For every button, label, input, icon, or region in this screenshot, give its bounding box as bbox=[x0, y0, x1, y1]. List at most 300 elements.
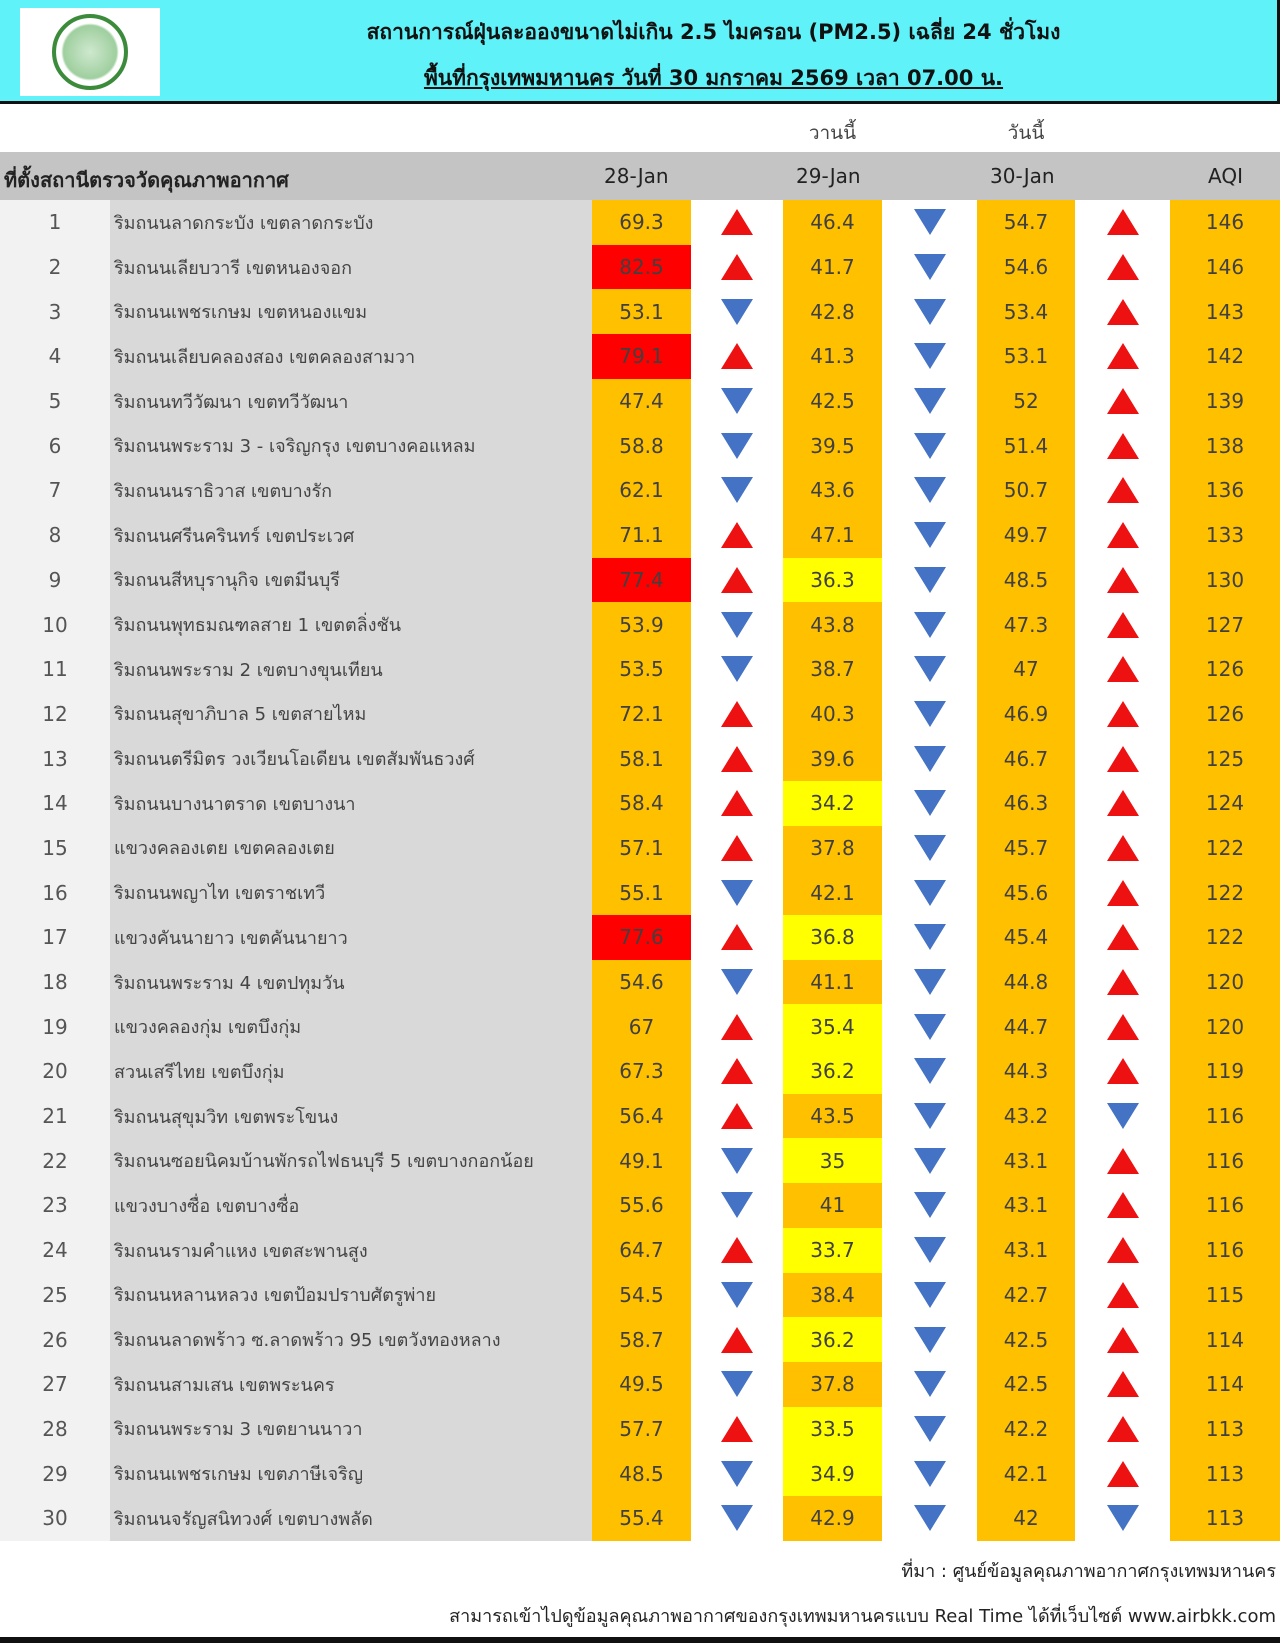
pm25-30jan: 48.5 bbox=[977, 558, 1075, 603]
trend-cell bbox=[882, 1094, 977, 1139]
pm25-28jan: 71.1 bbox=[592, 513, 691, 558]
station-name: ริมถนนสุขาภิบาล 5 เขตสายไหม bbox=[110, 692, 592, 737]
pm25-29jan: 43.6 bbox=[783, 468, 882, 513]
triangle-down-icon bbox=[914, 1103, 946, 1129]
trend-cell bbox=[882, 468, 977, 513]
trend-cell bbox=[691, 379, 783, 424]
table-row bbox=[0, 736, 1280, 781]
trend-cell bbox=[691, 1049, 783, 1094]
station-name: ริมถนนลาดพร้าว ซ.ลาดพร้าว 95 เขตวังทองหลาง bbox=[110, 1317, 592, 1362]
trend-cell bbox=[1075, 1004, 1170, 1049]
station-name: ริมถนนเพชรเกษม เขตหนองแขม bbox=[110, 289, 592, 334]
pm25-29jan: 37.8 bbox=[783, 826, 882, 871]
table-header bbox=[0, 152, 1280, 200]
pm25-30jan: 42 bbox=[977, 1496, 1075, 1541]
trend-cell bbox=[1075, 1138, 1170, 1183]
trend-cell bbox=[882, 1317, 977, 1362]
row-number: 7 bbox=[0, 468, 110, 513]
table-row bbox=[0, 513, 1280, 558]
row-number: 12 bbox=[0, 692, 110, 737]
trend-cell bbox=[691, 781, 783, 826]
pm25-30jan: 42.5 bbox=[977, 1317, 1075, 1362]
trend-cell bbox=[882, 334, 977, 379]
triangle-up-icon bbox=[721, 1014, 753, 1040]
triangle-up-icon bbox=[721, 567, 753, 593]
triangle-down-icon bbox=[914, 1416, 946, 1442]
triangle-down-icon bbox=[914, 522, 946, 548]
pm25-29jan: 46.4 bbox=[783, 200, 882, 245]
aqi-value: 119 bbox=[1170, 1049, 1280, 1094]
date3-header: 30-Jan bbox=[990, 164, 1055, 188]
triangle-down-icon bbox=[914, 746, 946, 772]
triangle-down-icon bbox=[914, 299, 946, 325]
triangle-down-icon bbox=[914, 1461, 946, 1487]
trend-cell bbox=[882, 870, 977, 915]
realtime-note: สามารถเข้าไปดูข้อมูลคุณภาพอากาศของกรุงเทพมหานครแบบ Real Time ได้ที่เว็บไซต์ www.airbkk.com bbox=[449, 1606, 1276, 1627]
triangle-down-icon bbox=[914, 924, 946, 950]
triangle-down-icon bbox=[914, 433, 946, 459]
row-number: 16 bbox=[0, 870, 110, 915]
table-row bbox=[0, 379, 1280, 424]
row-number: 19 bbox=[0, 1004, 110, 1049]
triangle-up-icon bbox=[1107, 924, 1139, 950]
pm25-30jan: 50.7 bbox=[977, 468, 1075, 513]
pm25-28jan: 58.8 bbox=[592, 423, 691, 468]
pm25-28jan: 72.1 bbox=[592, 692, 691, 737]
trend-cell bbox=[1075, 1094, 1170, 1139]
aqi-value: 146 bbox=[1170, 245, 1280, 290]
station-table bbox=[0, 200, 1280, 1541]
triangle-up-icon bbox=[1107, 612, 1139, 638]
triangle-up-icon bbox=[721, 209, 753, 235]
trend-cell bbox=[1075, 736, 1170, 781]
trend-cell bbox=[1075, 468, 1170, 513]
aqi-value: 113 bbox=[1170, 1407, 1280, 1452]
station-name: สวนเสรีไทย เขตบึงกุ่ม bbox=[110, 1049, 592, 1094]
table-row bbox=[0, 423, 1280, 468]
pm25-29jan: 38.4 bbox=[783, 1273, 882, 1318]
trend-cell bbox=[1075, 1183, 1170, 1228]
station-name: ริมถนนหลานหลวง เขตป้อมปราบศัตรูพ่าย bbox=[110, 1273, 592, 1318]
trend-cell bbox=[882, 1451, 977, 1496]
pm25-29jan: 36.8 bbox=[783, 915, 882, 960]
pm25-28jan: 49.5 bbox=[592, 1362, 691, 1407]
triangle-up-icon bbox=[1107, 567, 1139, 593]
station-name: ริมถนนพระราม 4 เขตปทุมวัน bbox=[110, 960, 592, 1005]
station-name: ริมถนนซอยนิคมบ้านพักรถไฟธนบุรี 5 เขตบางกอกน้อย bbox=[110, 1138, 592, 1183]
pm25-28jan: 49.1 bbox=[592, 1138, 691, 1183]
triangle-up-icon bbox=[1107, 656, 1139, 682]
row-number: 4 bbox=[0, 334, 110, 379]
pm25-30jan: 45.7 bbox=[977, 826, 1075, 871]
row-number: 30 bbox=[0, 1496, 110, 1541]
station-name: ริมถนนสุขุมวิท เขตพระโขนง bbox=[110, 1094, 592, 1139]
trend-cell bbox=[1075, 1228, 1170, 1273]
aqi-value: 114 bbox=[1170, 1362, 1280, 1407]
triangle-down-icon bbox=[721, 1461, 753, 1487]
pm25-28jan: 64.7 bbox=[592, 1228, 691, 1273]
row-number: 24 bbox=[0, 1228, 110, 1273]
bma-logo bbox=[20, 8, 160, 96]
today-label: วันนี้ bbox=[1007, 122, 1045, 144]
triangle-down-icon bbox=[914, 1148, 946, 1174]
trend-cell bbox=[882, 1273, 977, 1318]
pm25-29jan: 47.1 bbox=[783, 513, 882, 558]
triangle-down-icon bbox=[721, 388, 753, 414]
row-number: 3 bbox=[0, 289, 110, 334]
table-row bbox=[0, 1094, 1280, 1139]
station-name: ริมถนนบางนาตราด เขตบางนา bbox=[110, 781, 592, 826]
station-header: ที่ตั้งสถานีตรวจวัดคุณภาพอากาศ bbox=[4, 168, 289, 192]
trend-cell bbox=[1075, 1451, 1170, 1496]
station-name: ริมถนนพญาไท เขตราชเทวี bbox=[110, 870, 592, 915]
table-row bbox=[0, 1049, 1280, 1094]
table-row bbox=[0, 289, 1280, 334]
trend-cell bbox=[882, 1362, 977, 1407]
pm25-29jan: 41.1 bbox=[783, 960, 882, 1005]
aqi-value: 116 bbox=[1170, 1094, 1280, 1139]
aqi-value: 125 bbox=[1170, 736, 1280, 781]
pm25-29jan: 40.3 bbox=[783, 692, 882, 737]
triangle-up-icon bbox=[1107, 1192, 1139, 1218]
pm25-30jan: 42.7 bbox=[977, 1273, 1075, 1318]
triangle-down-icon bbox=[914, 1371, 946, 1397]
triangle-down-icon bbox=[721, 1282, 753, 1308]
pm25-30jan: 42.2 bbox=[977, 1407, 1075, 1452]
trend-cell bbox=[691, 513, 783, 558]
row-number: 15 bbox=[0, 826, 110, 871]
triangle-up-icon bbox=[721, 924, 753, 950]
pm25-28jan: 77.6 bbox=[592, 915, 691, 960]
triangle-down-icon bbox=[914, 612, 946, 638]
aqi-value: 122 bbox=[1170, 870, 1280, 915]
triangle-down-icon bbox=[721, 1148, 753, 1174]
station-name: ริมถนนนราธิวาส เขตบางรัก bbox=[110, 468, 592, 513]
table-row bbox=[0, 1138, 1280, 1183]
table-row bbox=[0, 826, 1280, 871]
triangle-up-icon bbox=[1107, 1282, 1139, 1308]
pm25-30jan: 44.3 bbox=[977, 1049, 1075, 1094]
trend-cell bbox=[691, 960, 783, 1005]
triangle-down-icon bbox=[914, 1058, 946, 1084]
pm25-30jan: 54.7 bbox=[977, 200, 1075, 245]
trend-cell bbox=[691, 1451, 783, 1496]
triangle-down-icon bbox=[914, 209, 946, 235]
pm25-29jan: 38.7 bbox=[783, 647, 882, 692]
triangle-down-icon bbox=[914, 1014, 946, 1040]
trend-cell bbox=[691, 692, 783, 737]
pm25-30jan: 42.1 bbox=[977, 1451, 1075, 1496]
aqi-value: 127 bbox=[1170, 602, 1280, 647]
pm25-28jan: 54.6 bbox=[592, 960, 691, 1005]
triangle-up-icon bbox=[721, 1237, 753, 1263]
pm25-28jan: 77.4 bbox=[592, 558, 691, 603]
pm25-28jan: 55.6 bbox=[592, 1183, 691, 1228]
pm25-30jan: 45.6 bbox=[977, 870, 1075, 915]
pm25-28jan: 53.9 bbox=[592, 602, 691, 647]
table-row bbox=[0, 915, 1280, 960]
table-row bbox=[0, 1317, 1280, 1362]
row-number: 11 bbox=[0, 647, 110, 692]
trend-cell bbox=[882, 1049, 977, 1094]
table-row bbox=[0, 960, 1280, 1005]
triangle-up-icon bbox=[1107, 1148, 1139, 1174]
triangle-down-icon bbox=[1107, 1505, 1139, 1531]
triangle-down-icon bbox=[914, 1192, 946, 1218]
trend-cell bbox=[691, 1317, 783, 1362]
table-row bbox=[0, 1451, 1280, 1496]
table-row bbox=[0, 468, 1280, 513]
row-number: 29 bbox=[0, 1451, 110, 1496]
pm25-28jan: 58.1 bbox=[592, 736, 691, 781]
triangle-down-icon bbox=[914, 969, 946, 995]
station-name: ริมถนนพระราม 3 - เจริญกรุง เขตบางคอแหลม bbox=[110, 423, 592, 468]
trend-cell bbox=[1075, 1049, 1170, 1094]
pm25-30jan: 52 bbox=[977, 379, 1075, 424]
trend-cell bbox=[882, 736, 977, 781]
pm25-28jan: 58.7 bbox=[592, 1317, 691, 1362]
aqi-value: 136 bbox=[1170, 468, 1280, 513]
pm25-28jan: 47.4 bbox=[592, 379, 691, 424]
aqi-value: 146 bbox=[1170, 200, 1280, 245]
pm25-29jan: 33.5 bbox=[783, 1407, 882, 1452]
triangle-up-icon bbox=[1107, 1058, 1139, 1084]
trend-cell bbox=[691, 1183, 783, 1228]
row-number: 22 bbox=[0, 1138, 110, 1183]
pm25-28jan: 57.7 bbox=[592, 1407, 691, 1452]
pm25-30jan: 43.2 bbox=[977, 1094, 1075, 1139]
trend-cell bbox=[882, 692, 977, 737]
row-number: 26 bbox=[0, 1317, 110, 1362]
row-number: 21 bbox=[0, 1094, 110, 1139]
station-name: แขวงบางซื่อ เขตบางซื่อ bbox=[110, 1183, 592, 1228]
triangle-up-icon bbox=[721, 790, 753, 816]
trend-cell bbox=[1075, 1362, 1170, 1407]
triangle-up-icon bbox=[1107, 1371, 1139, 1397]
pm25-30jan: 54.6 bbox=[977, 245, 1075, 290]
pm25-29jan: 36.3 bbox=[783, 558, 882, 603]
table-row bbox=[0, 870, 1280, 915]
pm25-29jan: 42.5 bbox=[783, 379, 882, 424]
table-row bbox=[0, 1273, 1280, 1318]
trend-cell bbox=[1075, 915, 1170, 960]
triangle-up-icon bbox=[1107, 746, 1139, 772]
triangle-up-icon bbox=[1107, 1416, 1139, 1442]
pm25-29jan: 41.3 bbox=[783, 334, 882, 379]
triangle-up-icon bbox=[1107, 299, 1139, 325]
triangle-down-icon bbox=[914, 880, 946, 906]
station-name: แขวงคลองเตย เขตคลองเตย bbox=[110, 826, 592, 871]
table-row bbox=[0, 200, 1280, 245]
trend-cell bbox=[1075, 200, 1170, 245]
pm25-30jan: 46.7 bbox=[977, 736, 1075, 781]
triangle-up-icon bbox=[721, 1103, 753, 1129]
pm25-29jan: 41 bbox=[783, 1183, 882, 1228]
triangle-down-icon bbox=[1107, 1103, 1139, 1129]
station-name: ริมถนนเลียบวารี เขตหนองจอก bbox=[110, 245, 592, 290]
trend-cell bbox=[691, 334, 783, 379]
triangle-down-icon bbox=[721, 477, 753, 503]
triangle-up-icon bbox=[1107, 388, 1139, 414]
pm25-29jan: 34.2 bbox=[783, 781, 882, 826]
trend-cell bbox=[691, 423, 783, 468]
trend-cell bbox=[691, 200, 783, 245]
row-number: 10 bbox=[0, 602, 110, 647]
triangle-up-icon bbox=[1107, 477, 1139, 503]
trend-cell bbox=[882, 558, 977, 603]
trend-cell bbox=[691, 468, 783, 513]
aqi-value: 126 bbox=[1170, 692, 1280, 737]
aqi-value: 133 bbox=[1170, 513, 1280, 558]
aqi-value: 122 bbox=[1170, 915, 1280, 960]
trend-cell bbox=[1075, 289, 1170, 334]
pm25-30jan: 53.1 bbox=[977, 334, 1075, 379]
row-number: 6 bbox=[0, 423, 110, 468]
pm25-29jan: 36.2 bbox=[783, 1317, 882, 1362]
pm25-28jan: 55.4 bbox=[592, 1496, 691, 1541]
trend-cell bbox=[882, 1183, 977, 1228]
pm25-28jan: 56.4 bbox=[592, 1094, 691, 1139]
pm25-28jan: 53.1 bbox=[592, 289, 691, 334]
triangle-down-icon bbox=[914, 567, 946, 593]
pm25-29jan: 39.5 bbox=[783, 423, 882, 468]
station-name: ริมถนนศรีนครินทร์ เขตประเวศ bbox=[110, 513, 592, 558]
trend-cell bbox=[691, 1362, 783, 1407]
trend-cell bbox=[691, 826, 783, 871]
aqi-value: 116 bbox=[1170, 1183, 1280, 1228]
triangle-down-icon bbox=[914, 1505, 946, 1531]
pm25-30jan: 47.3 bbox=[977, 602, 1075, 647]
table-row bbox=[0, 1362, 1280, 1407]
triangle-up-icon bbox=[1107, 835, 1139, 861]
trend-cell bbox=[691, 1004, 783, 1049]
trend-cell bbox=[691, 558, 783, 603]
station-name: แขวงคลองกุ่ม เขตบึงกุ่ม bbox=[110, 1004, 592, 1049]
triangle-up-icon bbox=[721, 1327, 753, 1353]
bottom-border bbox=[0, 1637, 1280, 1643]
trend-cell bbox=[1075, 692, 1170, 737]
table-row bbox=[0, 781, 1280, 826]
pm25-29jan: 42.8 bbox=[783, 289, 882, 334]
table-row bbox=[0, 602, 1280, 647]
pm25-30jan: 42.5 bbox=[977, 1362, 1075, 1407]
pm25-28jan: 55.1 bbox=[592, 870, 691, 915]
pm25-28jan: 58.4 bbox=[592, 781, 691, 826]
pm25-28jan: 57.1 bbox=[592, 826, 691, 871]
row-number: 20 bbox=[0, 1049, 110, 1094]
trend-cell bbox=[691, 1496, 783, 1541]
station-name: ริมถนนเลียบคลองสอง เขตคลองสามวา bbox=[110, 334, 592, 379]
station-name: ริมถนนสามเสน เขตพระนคร bbox=[110, 1362, 592, 1407]
table-row bbox=[0, 1183, 1280, 1228]
aqi-value: 113 bbox=[1170, 1451, 1280, 1496]
station-name: ริมถนนพุทธมณฑลสาย 1 เขตตลิ่งชัน bbox=[110, 602, 592, 647]
triangle-up-icon bbox=[721, 746, 753, 772]
trend-cell bbox=[691, 870, 783, 915]
table-row bbox=[0, 245, 1280, 290]
trend-cell bbox=[1075, 558, 1170, 603]
source-note: ที่มา : ศูนย์ข้อมูลคุณภาพอากาศกรุงเทพมหานคร bbox=[901, 1561, 1276, 1582]
trend-cell bbox=[882, 602, 977, 647]
triangle-up-icon bbox=[1107, 433, 1139, 459]
title-banner bbox=[0, 0, 1280, 104]
trend-cell bbox=[691, 245, 783, 290]
aqi-value: 120 bbox=[1170, 960, 1280, 1005]
row-number: 25 bbox=[0, 1273, 110, 1318]
row-number: 9 bbox=[0, 558, 110, 603]
triangle-up-icon bbox=[1107, 790, 1139, 816]
aqi-value: 126 bbox=[1170, 647, 1280, 692]
aqi-value: 116 bbox=[1170, 1228, 1280, 1273]
pm25-30jan: 47 bbox=[977, 647, 1075, 692]
table-row bbox=[0, 692, 1280, 737]
triangle-down-icon bbox=[721, 433, 753, 459]
aqi-value: 138 bbox=[1170, 423, 1280, 468]
row-number: 1 bbox=[0, 200, 110, 245]
trend-cell bbox=[882, 826, 977, 871]
triangle-up-icon bbox=[721, 254, 753, 280]
pm25-29jan: 43.8 bbox=[783, 602, 882, 647]
triangle-up-icon bbox=[1107, 209, 1139, 235]
table-row bbox=[0, 1496, 1280, 1541]
row-number: 8 bbox=[0, 513, 110, 558]
pm25-28jan: 54.5 bbox=[592, 1273, 691, 1318]
date2-header: 29-Jan bbox=[796, 164, 861, 188]
trend-cell bbox=[882, 647, 977, 692]
pm25-29jan: 43.5 bbox=[783, 1094, 882, 1139]
aqi-header: AQI bbox=[1208, 164, 1243, 188]
triangle-down-icon bbox=[914, 1282, 946, 1308]
pm25-29jan: 34.9 bbox=[783, 1451, 882, 1496]
pm25-30jan: 44.7 bbox=[977, 1004, 1075, 1049]
aqi-value: 120 bbox=[1170, 1004, 1280, 1049]
trend-cell bbox=[882, 513, 977, 558]
yesterday-label: วานนี้ bbox=[808, 122, 857, 144]
trend-cell bbox=[882, 781, 977, 826]
triangle-down-icon bbox=[721, 880, 753, 906]
triangle-down-icon bbox=[914, 835, 946, 861]
pm25-30jan: 44.8 bbox=[977, 960, 1075, 1005]
triangle-down-icon bbox=[721, 1371, 753, 1397]
station-name: ริมถนนพระราม 2 เขตบางขุนเทียน bbox=[110, 647, 592, 692]
trend-cell bbox=[882, 289, 977, 334]
aqi-value: 139 bbox=[1170, 379, 1280, 424]
pm25-29jan: 33.7 bbox=[783, 1228, 882, 1273]
aqi-value: 130 bbox=[1170, 558, 1280, 603]
pm25-28jan: 69.3 bbox=[592, 200, 691, 245]
trend-cell bbox=[1075, 781, 1170, 826]
trend-cell bbox=[882, 423, 977, 468]
aqi-value: 124 bbox=[1170, 781, 1280, 826]
triangle-down-icon bbox=[721, 1192, 753, 1218]
triangle-down-icon bbox=[721, 299, 753, 325]
trend-cell bbox=[1075, 245, 1170, 290]
triangle-down-icon bbox=[721, 1505, 753, 1531]
pm25-28jan: 67.3 bbox=[592, 1049, 691, 1094]
triangle-down-icon bbox=[914, 343, 946, 369]
row-number: 18 bbox=[0, 960, 110, 1005]
trend-cell bbox=[1075, 647, 1170, 692]
trend-cell bbox=[691, 1273, 783, 1318]
trend-cell bbox=[882, 245, 977, 290]
triangle-down-icon bbox=[721, 969, 753, 995]
pm25-30jan: 46.9 bbox=[977, 692, 1075, 737]
trend-cell bbox=[882, 960, 977, 1005]
trend-cell bbox=[882, 200, 977, 245]
pm25-30jan: 49.7 bbox=[977, 513, 1075, 558]
trend-cell bbox=[691, 1138, 783, 1183]
triangle-down-icon bbox=[914, 477, 946, 503]
